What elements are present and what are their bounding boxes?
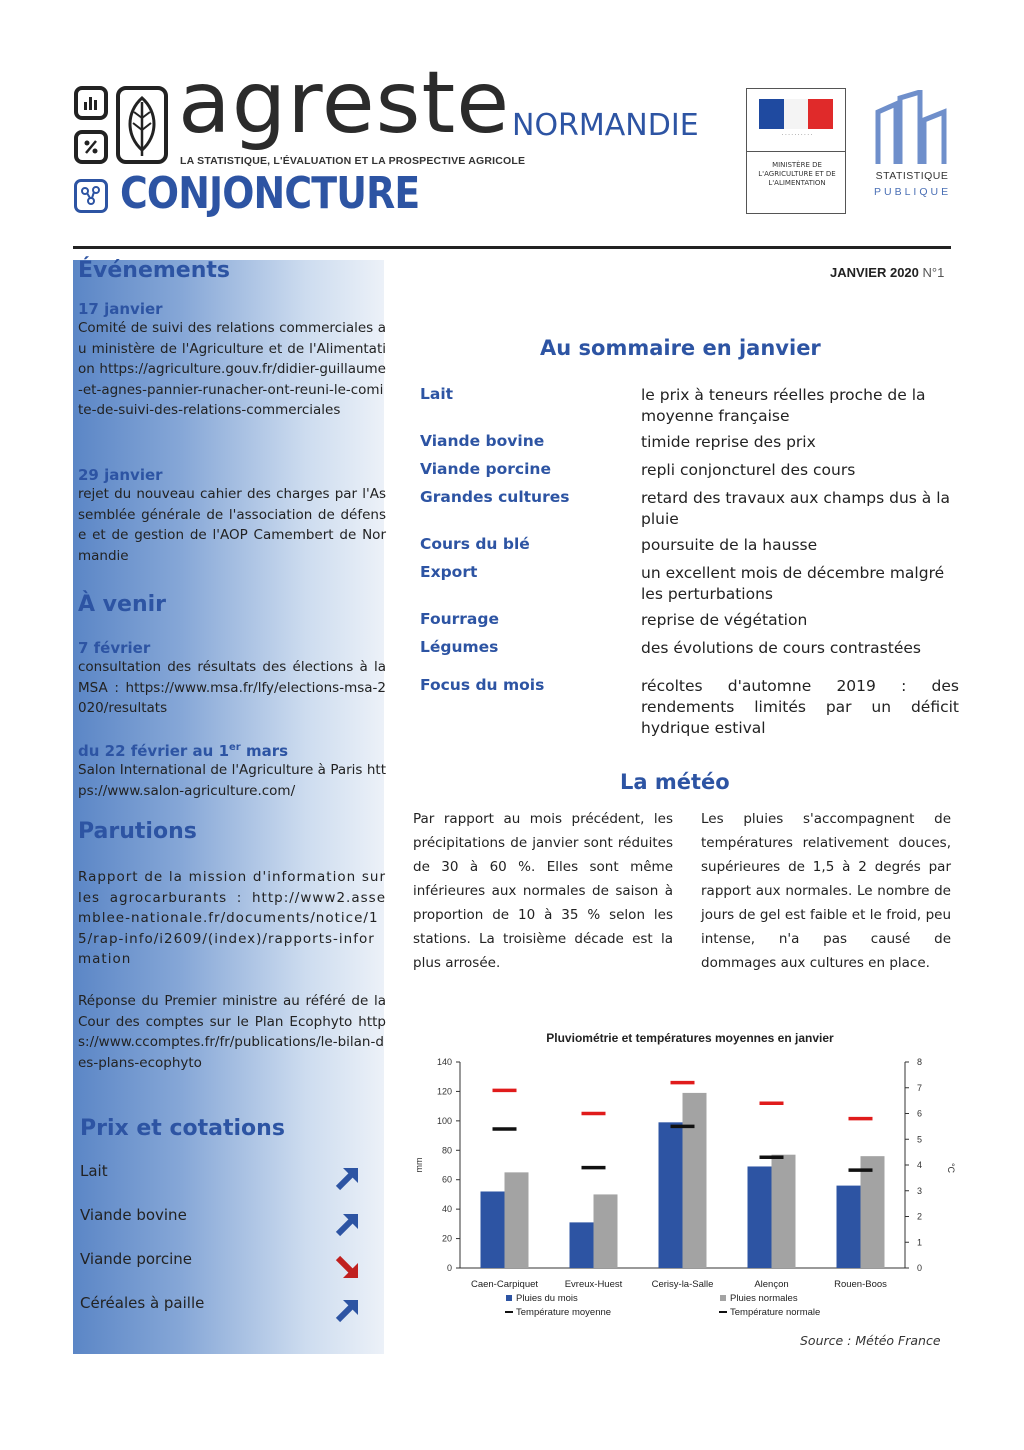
- prices-heading: Prix et cotations: [80, 1116, 285, 1141]
- y-tick-label: 80: [441, 1145, 452, 1156]
- summary-item-label: Viande bovine: [420, 432, 545, 450]
- rain-temperature-chart: [410, 1028, 970, 1328]
- arrow-up-icon: [330, 1292, 364, 1326]
- summary-item-label: Viande porcine: [420, 460, 551, 478]
- header-rule: [73, 246, 951, 249]
- bar-rain-normal: [861, 1156, 885, 1268]
- summary-item-desc: retard des travaux aux champs dus à la pluie: [641, 489, 951, 528]
- y2-tick-label: 3: [917, 1185, 923, 1196]
- y-tick-label: 120: [436, 1086, 452, 1097]
- y2-tick-label: 5: [917, 1134, 923, 1145]
- y2-tick-label: 8: [917, 1057, 923, 1067]
- y2-axis-label: °C: [946, 1162, 956, 1174]
- upcoming-heading: À venir: [78, 592, 166, 617]
- meteo-title: La météo: [620, 770, 730, 794]
- bar-rain-normal: [683, 1093, 707, 1268]
- brand-tagline: LA STATISTIQUE, L'ÉVALUATION ET LA PROSPECTIVE AGRICOLE: [180, 155, 526, 167]
- event-text: rejet du nouveau cahier des charges par l'Assemblée générale de l'association de défense et de gestion de l'AOP Camembert de Normandie: [78, 486, 386, 564]
- y-tick-label: 40: [441, 1204, 452, 1215]
- x-tick-label: Caen-Carpiquet: [470, 1279, 539, 1290]
- y2-tick-label: 0: [917, 1263, 923, 1273]
- y2-tick-label: 6: [917, 1108, 923, 1119]
- y2-tick-label: 1: [917, 1237, 923, 1248]
- summary-item-label: Légumes: [420, 638, 499, 656]
- percent-icon: [74, 130, 108, 164]
- bar-chart-icon: [74, 86, 108, 120]
- x-tick-label: Evreux-Huest: [564, 1279, 623, 1290]
- event-date: 29 janvier: [78, 466, 163, 484]
- summary-item-label: Grandes cultures: [420, 488, 570, 506]
- y-tick-label: 0: [446, 1263, 452, 1273]
- brand-name: agreste: [178, 53, 511, 153]
- buildings-icon: [874, 90, 950, 168]
- republic-motto: · · · · · · · · · ·: [781, 132, 813, 138]
- price-label: Viande bovine: [80, 1206, 187, 1224]
- summary-item-desc: poursuite de la hausse: [641, 536, 818, 554]
- price-label: Céréales à paille: [80, 1294, 205, 1312]
- summary-item-desc: reprise de végétation: [641, 611, 808, 629]
- arrow-up-icon: [330, 1206, 364, 1240]
- event-date: 17 janvier: [78, 300, 163, 318]
- y2-tick-label: 7: [917, 1082, 923, 1093]
- summary-item-desc: timide reprise des prix: [641, 433, 816, 451]
- legend-label: Température moyenne: [516, 1307, 612, 1318]
- statistique-text: STATISTIQUE: [875, 170, 949, 182]
- ministry-logo: [746, 88, 846, 214]
- y-tick-label: 100: [436, 1115, 452, 1126]
- ministry-name: MINISTÈRE DE L'AGRICULTURE ET DE L'ALIMENTATION: [758, 161, 836, 187]
- summary-item-label: Fourrage: [420, 610, 499, 628]
- upcoming-item: [78, 639, 386, 719]
- meteo-text-col1: Par rapport au mois précédent, les précipitations de janvier sont réduites de 30 à 60 %. Elles sont même inférieures aux normales de saison à proportion de 10 à 35 % selon les stations. La troisième décade est la plus arrosée.: [413, 811, 673, 971]
- arrow-up-icon: [330, 1160, 364, 1194]
- upcoming-item: [78, 742, 386, 801]
- legend-label: Température normale: [730, 1307, 821, 1318]
- bar-rain-month: [481, 1191, 505, 1268]
- network-icon: [74, 179, 108, 213]
- parution-item: Réponse du Premier ministre au référé de la Cour des comptes sur le Plan Ecophyto https://www.ccomptes.fr/fr/publications/le-bilan-des-plans-ecophyto: [78, 993, 386, 1071]
- legend-label: Pluies normales: [730, 1293, 798, 1304]
- y-tick-label: 140: [436, 1057, 452, 1067]
- summary-item-desc: le prix à teneurs réelles proche de la moyenne française: [641, 386, 926, 425]
- y-tick-label: 20: [441, 1233, 452, 1244]
- parution-item: Rapport de la mission d'information sur les agrocarburants : http://www2.assemblee-nationale.fr/documents/notice/15/rap-info/i2609/(index)/rapports-information: [78, 869, 386, 967]
- summary-title: Au sommaire en janvier: [540, 336, 821, 360]
- upcoming-text: consultation des résultats des élections à la MSA : https://www.msa.fr/lfy/elections-msa-2020/resultats: [78, 659, 386, 716]
- edition-label: JANVIER 2020 N°1: [830, 265, 945, 280]
- event-item: [78, 300, 386, 421]
- events-heading: Événements: [78, 258, 230, 283]
- summary-item-desc: récoltes d'automne 2019 : des rendements limités par un déficit hydrique estival: [641, 677, 959, 737]
- french-flag-icon: [759, 99, 833, 129]
- summary-item-label: Export: [420, 563, 478, 581]
- bar-rain-normal: [772, 1155, 796, 1268]
- x-tick-label: Alençon: [754, 1279, 789, 1290]
- publique-text: PUBLIQUE: [874, 186, 952, 198]
- bar-rain-month: [570, 1222, 594, 1268]
- y2-tick-label: 2: [917, 1211, 923, 1222]
- arrow-down-icon: [330, 1250, 364, 1284]
- x-tick-label: Cerisy-la-Salle: [651, 1279, 714, 1290]
- event-text: Comité de suivi des relations commerciales au ministère de l'Agriculture et de l'Alimentation https://agriculture.gouv.fr/didier-guillaume-et-agnes-pannier-runacher-ont-reuni-le-comite-de-suivi-des-relations-commerciales: [78, 320, 386, 418]
- bar-rain-month: [748, 1166, 772, 1268]
- legend-label: Pluies du mois: [516, 1293, 578, 1304]
- region-name: NORMANDIE: [512, 108, 699, 143]
- y-axis-label: mm: [414, 1157, 424, 1173]
- legend-swatch: [720, 1295, 726, 1301]
- bar-rain-normal: [594, 1194, 618, 1268]
- meteo-text-col2: Les pluies s'accompagnent de températures relativement douces, supérieures de 1,5 à 2 degrés par rapport aux normales. Le nombre de jours de gel est faible et le froid, peu intense, n'a pas causé de dommages aux cultures en place.: [701, 811, 951, 971]
- event-item: [78, 466, 386, 566]
- upcoming-date: 7 février: [78, 639, 151, 657]
- y-tick-label: 60: [441, 1174, 452, 1185]
- bar-rain-month: [837, 1186, 861, 1268]
- summary-item-label: Cours du blé: [420, 535, 530, 553]
- chart-title: Pluviométrie et températures moyennes en janvier: [546, 1031, 834, 1045]
- publication-name: CONJONCTURE: [120, 168, 420, 219]
- agreste-logo-icons: [74, 86, 170, 168]
- parutions-heading: Parutions: [78, 819, 197, 844]
- bar-rain-month: [659, 1122, 683, 1268]
- summary-item-desc: des évolutions de cours contrastées: [641, 639, 921, 657]
- bar-rain-normal: [505, 1172, 529, 1268]
- price-label: Viande porcine: [80, 1250, 193, 1268]
- upcoming-date: du 22 février au 1er mars: [78, 742, 289, 760]
- statistique-publique-logo: [874, 90, 950, 210]
- summary-item-desc: un excellent mois de décembre malgré les perturbations: [641, 564, 945, 603]
- summary-item-desc: repli conjoncturel des cours: [641, 461, 856, 479]
- x-tick-label: Rouen-Boos: [834, 1279, 887, 1290]
- chart-source: Source : Météo France: [800, 1333, 941, 1348]
- leaf-icon: [116, 86, 168, 164]
- summary-item-label: Lait: [420, 385, 454, 403]
- price-label: Lait: [80, 1162, 108, 1180]
- summary-item-label: Focus du mois: [420, 676, 545, 694]
- upcoming-text: Salon International de l'Agriculture à Paris https://www.salon-agriculture.com/: [78, 762, 386, 799]
- legend-swatch: [506, 1295, 512, 1301]
- y2-tick-label: 4: [917, 1160, 923, 1170]
